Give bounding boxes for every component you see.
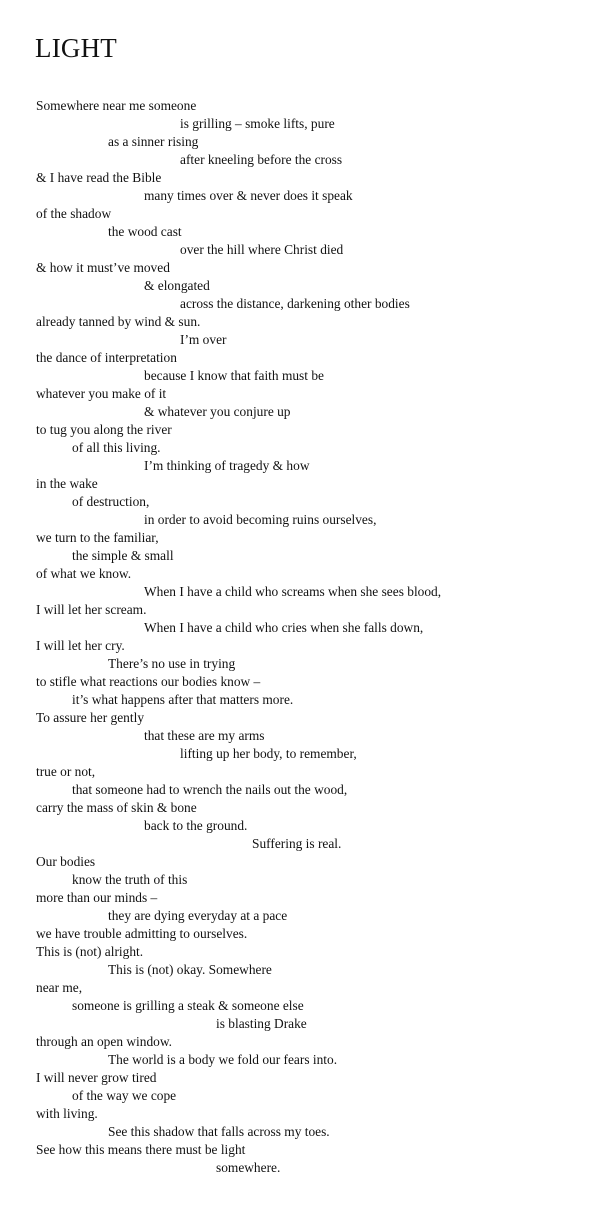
poem-line: back to the ground. — [144, 818, 248, 833]
poem-line: carry the mass of skin & bone — [36, 800, 197, 815]
poem-line: is blasting Drake — [216, 1016, 307, 1031]
poem-line: more than our minds – — [36, 890, 158, 905]
poem-line: Somewhere near me someone — [36, 98, 197, 113]
poem-line: & elongated — [144, 278, 210, 293]
poem-line: The world is a body we fold our fears into. — [108, 1052, 338, 1067]
poem-line: the simple & small — [72, 548, 174, 563]
poem-title: LIGHT — [35, 33, 117, 63]
poem-line: See this shadow that falls across my toes. — [108, 1124, 330, 1139]
poem-line: we turn to the familiar, — [36, 530, 159, 545]
poem-line: they are dying everyday at a pace — [108, 908, 288, 923]
poem-line: of the way we cope — [72, 1088, 177, 1103]
poem-line: to tug you along the river — [36, 422, 172, 437]
poem-line: When I have a child who screams when she sees blood, — [144, 584, 442, 599]
poem-line: of destruction, — [72, 494, 150, 509]
poem-line: I’m thinking of tragedy & how — [144, 458, 310, 473]
poem-line: & how it must’ve moved — [36, 260, 170, 275]
poem-line: Suffering is real. — [252, 836, 342, 851]
poem-line: This is (not) alright. — [36, 944, 144, 959]
poem-line: know the truth of this — [72, 872, 188, 887]
poem-line: Our bodies — [36, 854, 96, 869]
poem-line: in the wake — [36, 476, 98, 491]
poem-line: over the hill where Christ died — [180, 242, 344, 257]
poem-line: because I know that faith must be — [144, 368, 324, 383]
poem-line: of all this living. — [72, 440, 161, 455]
poem-line: There’s no use in trying — [108, 656, 236, 671]
poem-line: & whatever you conjure up — [144, 404, 291, 419]
poem-line: To assure her gently — [36, 710, 145, 725]
poem-line: I’m over — [180, 332, 227, 347]
poem-line: near me, — [36, 980, 83, 995]
poem-line: that someone had to wrench the nails out the wood, — [72, 782, 348, 797]
poem-line: I will let her scream. — [36, 602, 147, 617]
poem-line: whatever you make of it — [36, 386, 167, 401]
poem-line: true or not, — [36, 764, 96, 779]
poem-line: I will never grow tired — [36, 1070, 157, 1085]
poem-line: already tanned by wind & sun. — [36, 314, 201, 329]
poem-line: through an open window. — [36, 1034, 172, 1049]
poem-line: in order to avoid becoming ruins ourselves, — [144, 512, 377, 527]
poem-line: that these are my arms — [144, 728, 265, 743]
poem-line: to stifle what reactions our bodies know – — [36, 674, 261, 689]
poem-line: it’s what happens after that matters more. — [72, 692, 294, 707]
poem-line: as a sinner rising — [108, 134, 199, 149]
poem-line: of what we know. — [36, 566, 132, 581]
poem-line: we have trouble admitting to ourselves. — [36, 926, 248, 941]
poem-line: the wood cast — [108, 224, 182, 239]
poem-body — [36, 97, 596, 1177]
poem-line: When I have a child who cries when she falls down, — [144, 620, 424, 635]
poem-line: & I have read the Bible — [36, 170, 162, 185]
poem-line: after kneeling before the cross — [180, 152, 343, 167]
poem-line: See how this means there must be light — [36, 1142, 246, 1157]
poem-line: the dance of interpretation — [36, 350, 177, 365]
poem-line: someone is grilling a steak & someone else — [72, 998, 304, 1013]
poem-line: I will let her cry. — [36, 638, 125, 653]
poem-line: somewhere. — [216, 1160, 281, 1175]
poem-line: lifting up her body, to remember, — [180, 746, 357, 761]
poem-line: This is (not) okay. Somewhere — [108, 962, 272, 977]
poem-line: with living. — [36, 1106, 98, 1121]
poem-line: many times over & never does it speak — [144, 188, 353, 203]
poem-line: is grilling – smoke lifts, pure — [180, 116, 335, 131]
poem-line: of the shadow — [36, 206, 112, 221]
poem-line: across the distance, darkening other bodies — [180, 296, 410, 311]
